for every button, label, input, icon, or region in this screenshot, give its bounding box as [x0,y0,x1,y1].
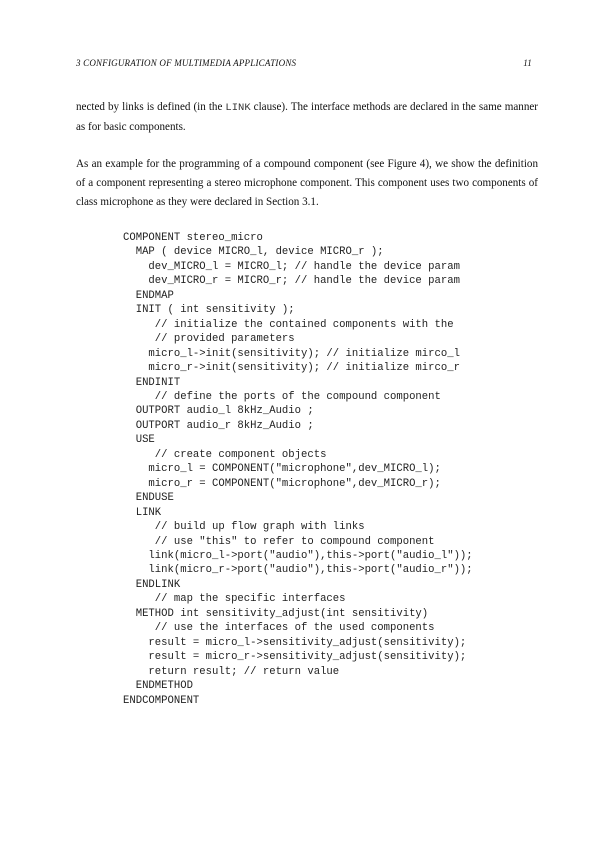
code-line: ENDLINK [123,578,181,591]
link-keyword: LINK [225,102,251,114]
code-line: result = micro_l->sensitivity_adjust(sensitivity); [123,636,467,649]
paragraph-link-clause [76,98,538,137]
code-line: dev_MICRO_l = MICRO_l; // handle the device param [123,260,460,273]
header-section-title: 3 CONFIGURATION OF MULTIMEDIA APPLICATIONS [76,58,297,68]
code-line: ENDMAP [123,289,174,302]
code-line: dev_MICRO_r = MICRO_r; // handle the device param [123,275,460,288]
code-line: return result; // return value [123,665,340,678]
code-line: ENDINIT [123,376,181,389]
code-line: // use the interfaces of the used components [123,622,435,635]
code-line: ENDCOMPONENT [123,694,200,707]
code-line: INIT ( int sensitivity ); [123,304,295,317]
code-line: USE [123,434,155,447]
code-listing [123,231,473,708]
code-line: // create component objects [123,448,327,461]
code-line: result = micro_r->sensitivity_adjust(sensitivity); [123,651,467,664]
code-line: micro_l = COMPONENT("microphone",dev_MICRO_l); [123,463,441,476]
code-line: ENDUSE [123,492,174,505]
paragraph1-text-before: nected by links is defined (in the [76,101,226,113]
paragraph-example-intro: As an example for the programming of a compound component (see Figure 4), we show the definition of a component representing a stereo microphone component. This component uses two components of class microphone as they were declared in Section 3.1. [76,158,538,208]
code-line: METHOD int sensitivity_adjust(int sensitivity) [123,607,429,620]
code-line: MAP ( device MICRO_l, device MICRO_r ); [123,246,384,259]
code-line: LINK [123,506,162,519]
code-line: micro_r = COMPONENT("microphone",dev_MICRO_r); [123,477,441,490]
page-number: 11 [523,58,532,68]
code-line: // map the specific interfaces [123,593,346,606]
code-line: COMPONENT stereo_micro [123,232,263,244]
code-line: ENDMETHOD [123,680,193,693]
code-line: // define the ports of the compound component [123,390,441,403]
code-line: // initialize the contained components with the [123,318,454,331]
code-line: OUTPORT audio_l 8kHz_Audio ; [123,405,314,418]
code-line: // use "this" to refer to compound component [123,535,435,548]
code-line: micro_r->init(sensitivity); // initialize mirco_r [123,362,460,375]
code-line: link(micro_r->port("audio"),this->port("audio_r")); [123,564,473,577]
running-header [76,58,532,70]
code-line: link(micro_l->port("audio"),this->port("audio_l")); [123,549,473,562]
paragraph1-text-after: clause). The interface methods are declared in the same manner as for basic components. [76,101,538,133]
code-line: // build up flow graph with links [123,521,365,534]
code-line: micro_l->init(sensitivity); // initialize mirco_l [123,347,460,360]
code-line: OUTPORT audio_r 8kHz_Audio ; [123,419,314,432]
code-line: // provided parameters [123,333,295,346]
